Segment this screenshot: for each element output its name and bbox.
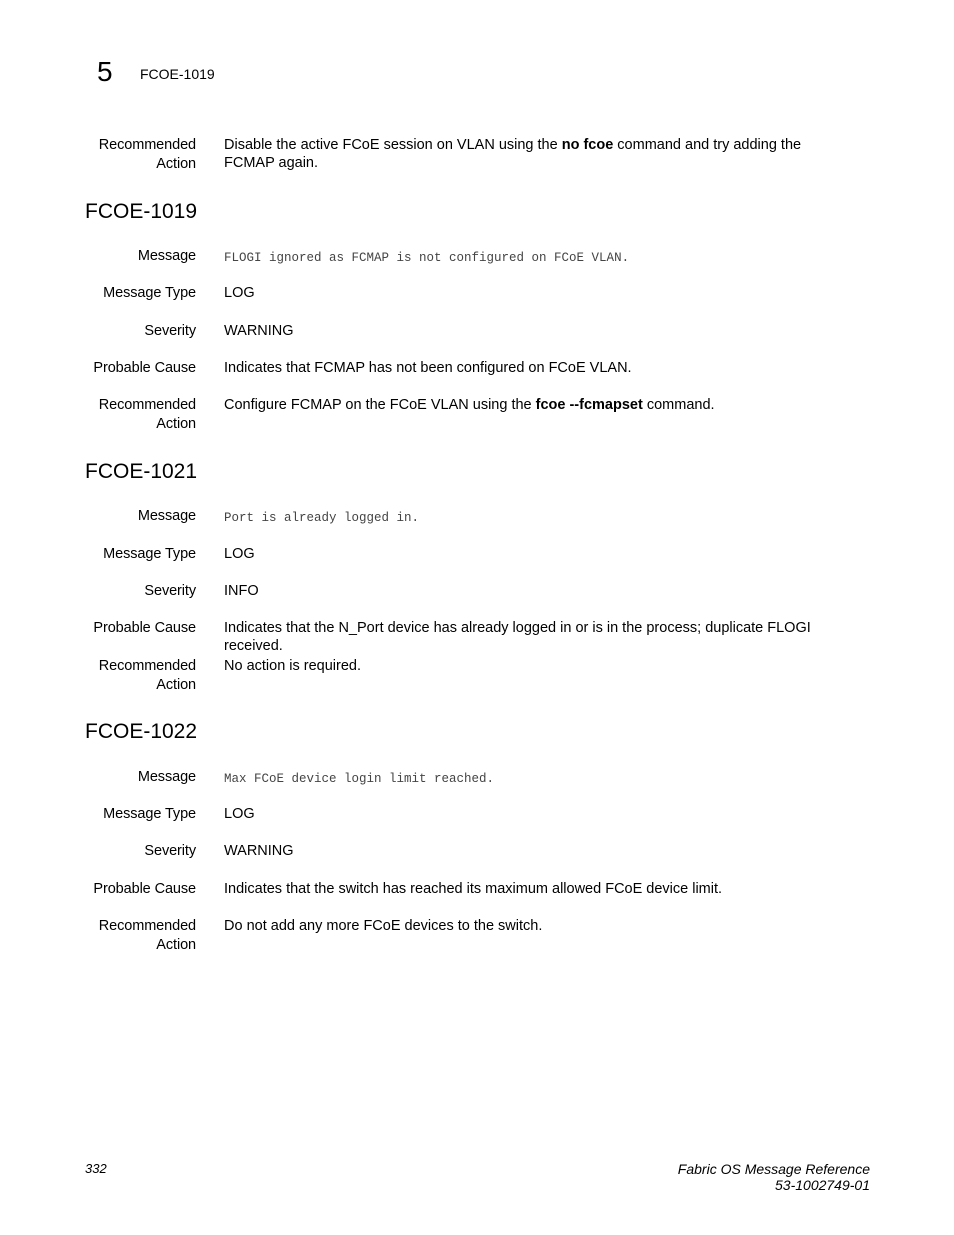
page-number: 332 — [85, 1161, 107, 1176]
recommended-action-text: Disable the active FCoE session on VLAN using the no fcoe command and try adding the FCMAP again. — [224, 137, 802, 171]
probable-cause-label: Probable Cause — [93, 881, 196, 897]
recommended-action-label: Recommended Action — [98, 397, 196, 432]
recommended-action-label: Recommended Action — [98, 658, 196, 693]
message-label: Message — [137, 508, 196, 524]
message-type-label: Message Type — [103, 546, 196, 562]
probable-cause-label: Probable Cause — [93, 620, 196, 636]
recommended-action-text: Do not add any more FCoE devices to the switch. — [224, 918, 543, 934]
severity-label: Severity — [144, 843, 196, 859]
severity-value: INFO — [224, 583, 259, 599]
severity-label: Severity — [144, 583, 196, 599]
message-type-value: LOG — [224, 285, 255, 301]
section-title: FCOE-1021 — [85, 460, 198, 483]
message-text: Port is already logged in. — [224, 511, 420, 525]
message-type-value: LOG — [224, 546, 255, 562]
message-label: Message — [137, 769, 196, 785]
recommended-action-text: Configure FCMAP on the FCoE VLAN using the fcoe --fcmapset command. — [224, 397, 715, 413]
recommended-action-label: Recommended Action — [98, 137, 196, 172]
section-title: FCOE-1019 — [85, 200, 198, 223]
footer-book-info — [678, 1161, 870, 1193]
book-title: Fabric OS Message Reference — [677, 1161, 870, 1177]
severity-value: WARNING — [224, 323, 294, 339]
probable-cause-text: Indicates that the switch has reached its maximum allowed FCoE device limit. — [224, 881, 723, 897]
recommended-action-label: Recommended Action — [98, 918, 196, 953]
message-type-label: Message Type — [103, 806, 196, 822]
probable-cause-text: Indicates that FCMAP has not been configured on FCoE VLAN. — [224, 360, 632, 376]
message-text: Max FCoE device login limit reached. — [224, 772, 495, 786]
running-header-title: FCOE-1019 — [140, 66, 215, 82]
probable-cause-text: Indicates that the N_Port device has already logged in or is in the process; duplicate FLOGI received. — [224, 620, 811, 654]
section-title: FCOE-1022 — [85, 720, 198, 743]
message-type-value: LOG — [224, 806, 255, 822]
doc-number: 53-1002749-01 — [775, 1177, 870, 1193]
message-label: Message — [137, 248, 196, 264]
message-type-label: Message Type — [103, 285, 196, 301]
message-text: FLOGI ignored as FCMAP is not configured on FCoE VLAN. — [224, 251, 630, 265]
severity-value: WARNING — [224, 843, 294, 859]
probable-cause-label: Probable Cause — [93, 360, 196, 376]
severity-label: Severity — [144, 323, 196, 339]
chapter-number: 5 — [97, 56, 113, 87]
recommended-action-text: No action is required. — [224, 658, 362, 674]
